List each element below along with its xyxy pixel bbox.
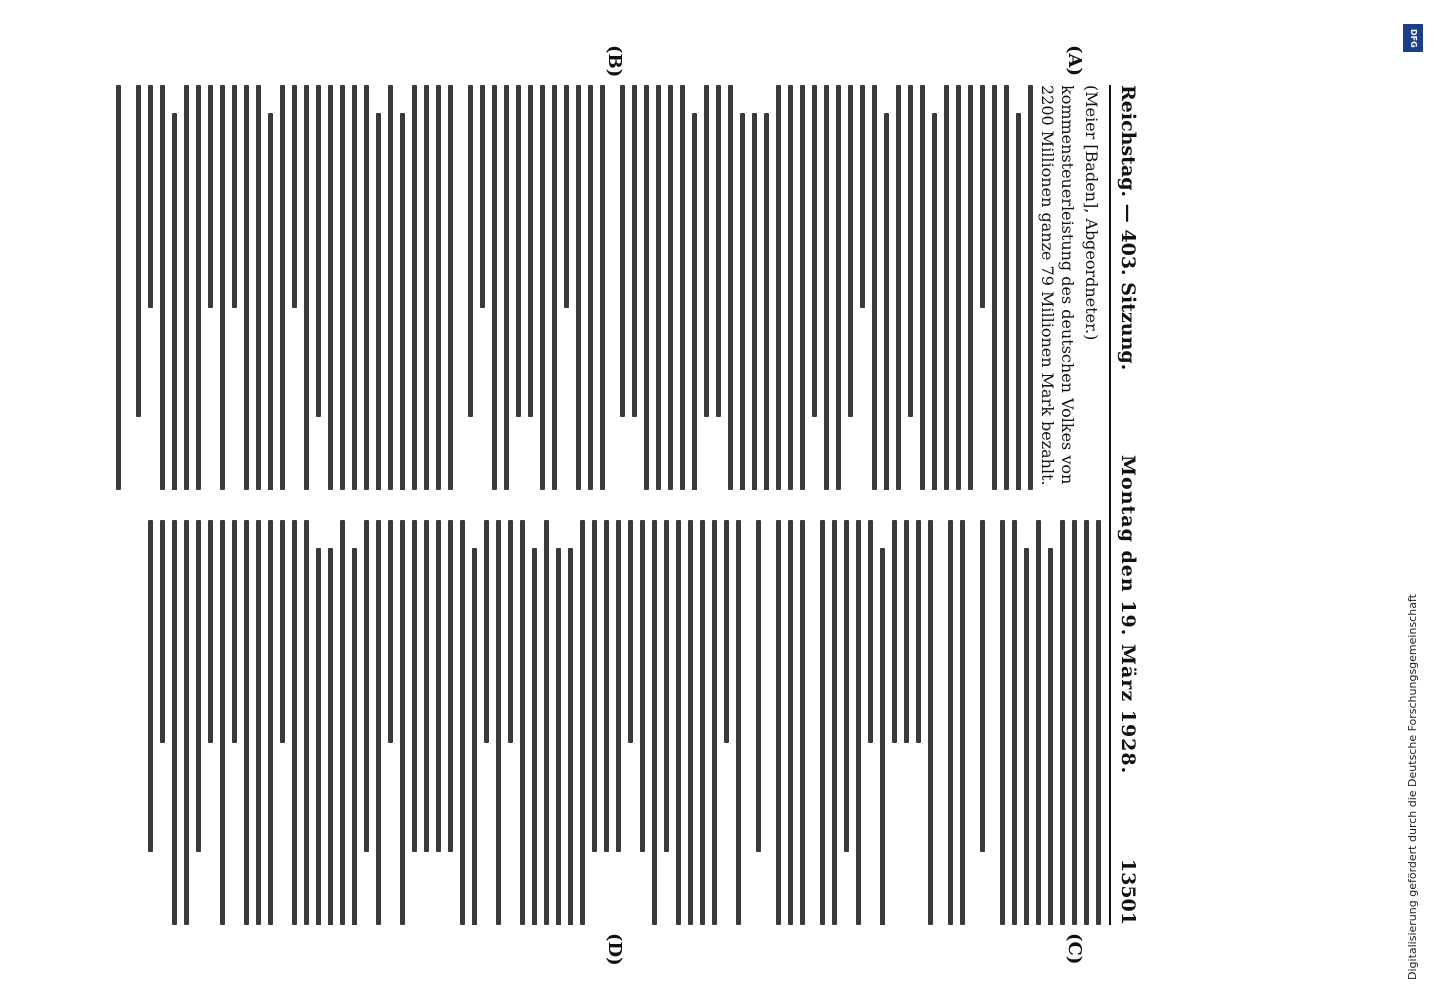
text-line-placeholder [436, 85, 441, 490]
text-line-placeholder [492, 85, 497, 490]
text-line-placeholder [316, 548, 321, 925]
text-line-placeholder [1048, 548, 1053, 925]
text-line-placeholder [592, 520, 597, 852]
text-line-placeholder [232, 520, 237, 743]
text-line-placeholder [600, 85, 605, 490]
text-line-placeholder [516, 85, 521, 417]
text-line-placeholder [1084, 520, 1089, 925]
text-line-placeholder [340, 520, 345, 925]
text-line-placeholder [292, 520, 297, 925]
text-line-placeholder [960, 520, 965, 925]
margin-marker-a: (A) [1064, 45, 1085, 76]
text-line-placeholder [764, 113, 769, 490]
text-line-placeholder [688, 520, 693, 925]
text-line-placeholder [832, 520, 837, 925]
text-line-placeholder [980, 520, 985, 852]
paragraph-gap [985, 520, 993, 925]
text-line-placeholder [564, 85, 569, 308]
text-line-placeholder [540, 85, 545, 490]
text-line-placeholder [244, 520, 249, 925]
text-line-placeholder [836, 85, 841, 490]
text-line-placeholder [184, 520, 189, 925]
text-line-placeholder [728, 85, 733, 490]
text-line-placeholder [196, 85, 201, 490]
text-line-placeholder [436, 520, 441, 852]
text-line-placeholder [776, 520, 781, 925]
text-line-placeholder [116, 85, 121, 490]
text-line-placeholder [172, 520, 177, 925]
text-line-placeholder [460, 520, 465, 925]
text-line-placeholder [668, 85, 673, 490]
text-line-placeholder [528, 85, 533, 417]
text-line-placeholder [992, 85, 997, 490]
text-line-placeholder [756, 520, 761, 852]
text-line-placeholder [448, 85, 453, 490]
text-line-placeholder [256, 85, 261, 490]
text-line-placeholder [604, 520, 609, 852]
left-text-lines [116, 85, 1033, 490]
text-line-placeholder [280, 520, 285, 743]
text-line-placeholder [1060, 520, 1065, 925]
text-line-placeholder [304, 520, 309, 925]
left-column [91, 85, 1101, 490]
text-line-placeholder [928, 520, 933, 925]
text-line-placeholder [908, 85, 913, 417]
text-line-placeholder [712, 520, 717, 925]
text-line-placeholder [340, 85, 345, 490]
text-line-placeholder [920, 85, 925, 490]
text-line-placeholder [256, 520, 261, 925]
document-page [85, 45, 1145, 966]
text-line-placeholder [412, 520, 417, 852]
text-line-placeholder [400, 520, 405, 925]
text-line-placeholder [196, 520, 201, 852]
text-line-placeholder [812, 85, 817, 417]
text-line-placeholder [160, 520, 165, 743]
text-line-placeholder [304, 85, 309, 490]
text-line-placeholder [468, 85, 473, 417]
text-line-placeholder [800, 85, 805, 490]
text-line-placeholder [388, 85, 393, 490]
text-line-placeholder [576, 85, 581, 490]
text-line-placeholder [220, 520, 225, 925]
text-line-placeholder [400, 113, 405, 490]
text-line-placeholder [268, 113, 273, 490]
text-line-placeholder [1024, 548, 1029, 925]
text-line-placeholder [364, 85, 369, 490]
text-line-placeholder [704, 85, 709, 417]
text-line-placeholder [352, 85, 357, 490]
text-line-placeholder [892, 520, 897, 743]
text-line-placeholder [504, 85, 509, 490]
paragraph-gap [121, 85, 129, 490]
text-line-placeholder [580, 520, 585, 925]
paragraph-gap [965, 520, 973, 925]
text-line-placeholder [724, 520, 729, 743]
text-line-placeholder [328, 85, 333, 490]
text-line-placeholder [472, 548, 477, 925]
text-line-placeholder [916, 520, 921, 743]
text-line-placeholder [424, 85, 429, 490]
text-line-placeholder [788, 85, 793, 490]
text-line-placeholder [856, 520, 861, 925]
margin-marker-b: (B) [604, 45, 625, 78]
text-line-placeholder [484, 520, 489, 743]
text-line-placeholder [148, 520, 153, 852]
speaker-line: (Meier [Baden], Abgeordneter.) [1082, 85, 1101, 341]
text-line-placeholder [968, 85, 973, 490]
text-line-placeholder [800, 520, 805, 925]
text-line-placeholder [1004, 85, 1009, 490]
text-line-placeholder [740, 113, 745, 490]
text-line-placeholder [628, 520, 633, 743]
text-line-placeholder [700, 520, 705, 925]
margin-marker-c: (C) [1064, 933, 1085, 965]
text-line-placeholder [644, 85, 649, 490]
paragraph-gap [741, 520, 749, 925]
text-line-placeholder [1036, 520, 1041, 925]
text-line-placeholder [568, 548, 573, 925]
text-line-placeholder [680, 85, 685, 490]
text-line-placeholder [620, 85, 625, 417]
text-line-placeholder [872, 85, 877, 490]
text-line-placeholder [328, 548, 333, 925]
text-line-placeholder [244, 85, 249, 490]
header-date: Montag den 19. März 1928. [1117, 454, 1139, 775]
text-line-placeholder [556, 548, 561, 925]
text-line-placeholder [1096, 520, 1101, 925]
text-line-placeholder [376, 113, 381, 490]
header-left: Reichstag. — 403. Sitzung. [1117, 85, 1139, 371]
text-line-placeholder [880, 548, 885, 925]
text-line-placeholder [1000, 520, 1005, 925]
text-line-placeholder [860, 85, 865, 308]
digitization-credit [1400, 20, 1426, 980]
paragraph-gap [805, 520, 813, 925]
text-line-placeholder [956, 85, 961, 490]
text-line-placeholder [268, 520, 273, 925]
text-line-placeholder [656, 85, 661, 490]
text-line-placeholder [692, 113, 697, 490]
text-line-placeholder [292, 85, 297, 308]
paragraph-gap [933, 520, 941, 925]
text-line-placeholder [208, 85, 213, 308]
text-line-placeholder [716, 85, 721, 417]
text-line-placeholder [884, 113, 889, 490]
rotated-page-content [85, 45, 1145, 966]
paragraph-gap [761, 520, 769, 925]
paragraph-gap [605, 85, 613, 490]
text-line-placeholder [752, 113, 757, 490]
text-line-placeholder [632, 85, 637, 417]
text-line-placeholder [1072, 520, 1077, 925]
text-line-placeholder [364, 520, 369, 852]
text-line-placeholder [616, 520, 621, 852]
right-column [91, 520, 1101, 925]
text-line-placeholder [868, 520, 873, 743]
right-text-lines [148, 520, 1101, 925]
text-line-placeholder [496, 520, 501, 925]
text-line-placeholder [280, 85, 285, 490]
text-line-placeholder [896, 85, 901, 490]
text-line-placeholder [1028, 85, 1033, 490]
paragraph-gap [453, 85, 461, 490]
text-line-placeholder [736, 520, 741, 925]
text-line-placeholder [376, 520, 381, 925]
text-line-placeholder [220, 85, 225, 490]
text-line-placeholder [904, 520, 909, 743]
text-line-placeholder [1016, 113, 1021, 490]
text-line-placeholder [676, 520, 681, 925]
dfg-logo: DFG [1403, 24, 1423, 52]
text-line-placeholder [944, 85, 949, 490]
text-line-placeholder [352, 548, 357, 925]
text-line-placeholder [172, 113, 177, 490]
text-line-placeholder [844, 520, 849, 852]
text-line-placeholder [824, 85, 829, 490]
text-line-placeholder [948, 520, 953, 925]
credit-text: Digitalisierung gefördert durch die Deutsche Forschungsgemeinschaft [1406, 594, 1419, 980]
text-line-placeholder [776, 85, 781, 490]
text-line-placeholder [544, 520, 549, 925]
text-line-placeholder [652, 520, 657, 925]
margin-marker-d: (D) [604, 933, 625, 966]
text-line-placeholder [148, 85, 153, 308]
text-line-placeholder [232, 85, 237, 308]
text-line-placeholder [316, 85, 321, 417]
left-opening-text: kommensteuerleistung des deutschen Volkes von 2200 Millionen ganze 79 Millionen Mark bezahlt. [1038, 85, 1077, 486]
text-line-placeholder [932, 113, 937, 490]
page-number: 13501 [1117, 858, 1139, 925]
text-line-placeholder [208, 520, 213, 743]
text-line-placeholder [412, 85, 417, 490]
text-line-placeholder [640, 520, 645, 852]
text-line-placeholder [184, 85, 189, 490]
text-line-placeholder [508, 520, 513, 743]
text-line-placeholder [980, 85, 985, 308]
text-line-placeholder [664, 520, 669, 852]
text-line-placeholder [448, 520, 453, 852]
text-line-placeholder [388, 520, 393, 743]
text-line-placeholder [820, 520, 825, 925]
text-line-placeholder [160, 85, 165, 490]
text-line-placeholder [552, 85, 557, 490]
running-header [1109, 85, 1145, 925]
text-line-placeholder [520, 520, 525, 925]
text-line-placeholder [136, 85, 141, 417]
text-line-placeholder [1012, 520, 1017, 925]
text-line-placeholder [480, 85, 485, 308]
text-line-placeholder [424, 520, 429, 852]
text-line-placeholder [532, 548, 537, 925]
text-line-placeholder [848, 85, 853, 417]
text-line-placeholder [788, 520, 793, 925]
text-line-placeholder [588, 85, 593, 490]
